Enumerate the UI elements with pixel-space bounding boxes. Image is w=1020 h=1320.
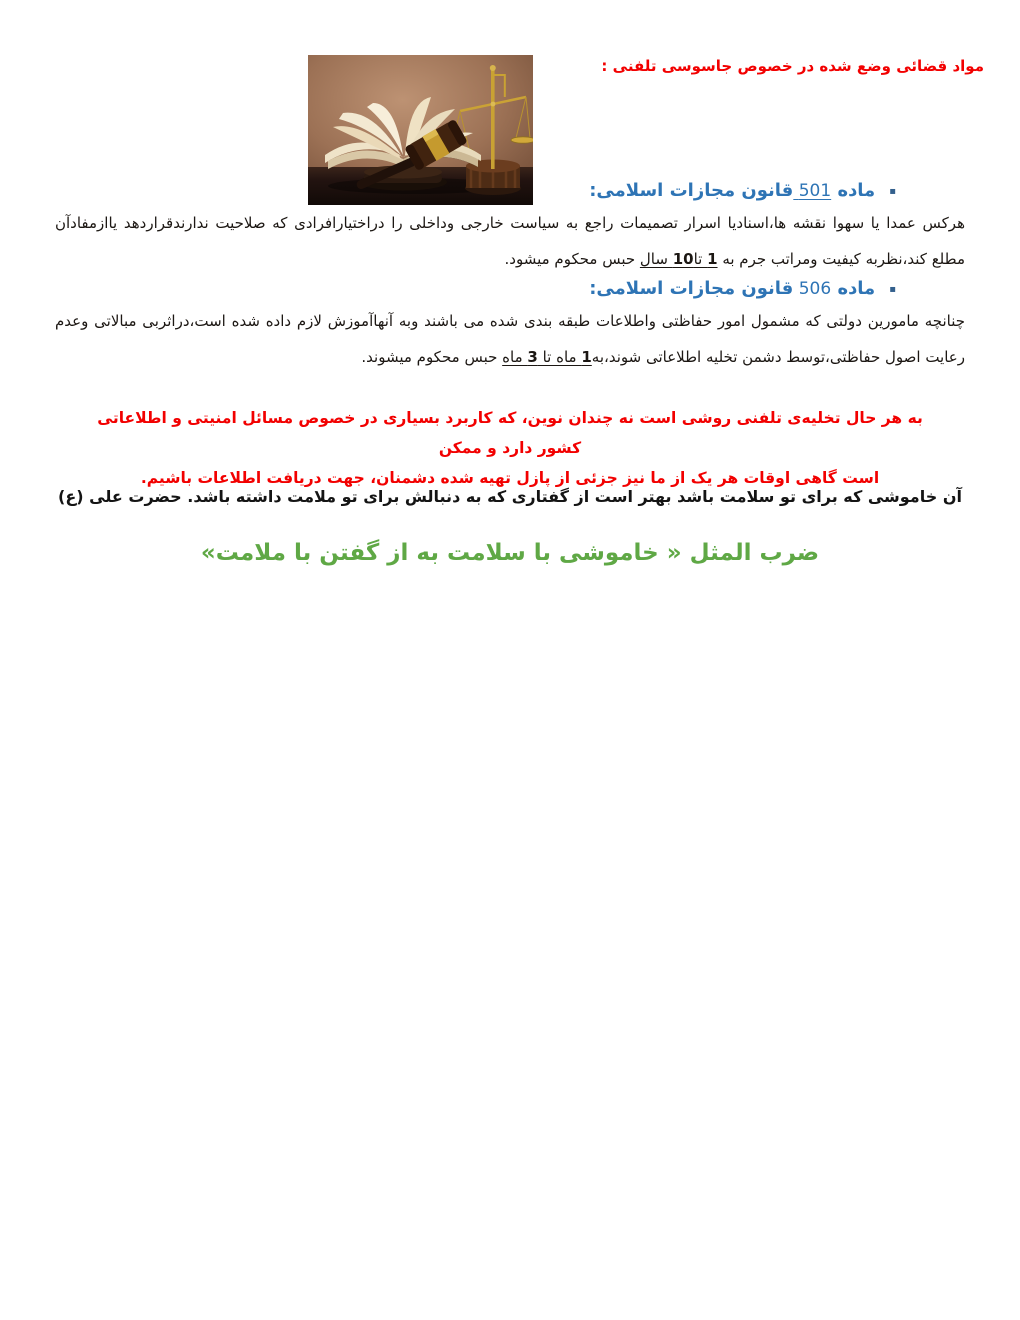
article-501-number: 501 xyxy=(793,181,832,201)
gavel-scales-image xyxy=(308,55,533,205)
article-506-line-1: چنانچه مامورین دولتی که مشمول امور حفاظتی واطلاعات طبقه بندی شده می باشند وبه آنهاآموزش لازم داده شده است،دراثربی مبالاتی وعدم xyxy=(55,312,965,330)
sentence-text: مطلع کند،نظربه کیفیت ومراتب جرم به xyxy=(717,250,965,268)
sentence-text: رعایت اصول حفاظتی،توسط دشمن تخلیه اطلاعاتی شوند،به xyxy=(591,348,965,366)
justice-photo xyxy=(308,55,533,205)
sentence-text: حبس محکوم میشود. xyxy=(504,250,640,268)
article-506-body xyxy=(55,303,965,375)
article-506-heading xyxy=(589,278,896,299)
article-501-body xyxy=(55,205,965,277)
term-number: 10 xyxy=(672,250,694,268)
article-501-label: ماده xyxy=(831,180,876,201)
article-506-heading-text xyxy=(589,278,875,299)
square-bullet-icon: ▪ xyxy=(889,185,896,197)
sentence-text: تا xyxy=(693,250,708,268)
security-note xyxy=(85,403,935,493)
imam-quote: آن خاموشی که برای تو سلامت باشد بهتر است از گفتاری که به دنبالش برای تو ملامت داشته باشد. حضرت علی (ع) xyxy=(58,487,962,506)
article-506-number: 506 xyxy=(793,279,832,299)
term-number: 1 xyxy=(581,348,592,366)
article-501-line-1: هرکس عمدا یا سهوا نقشه ها،اسنادیا اسرار تصمیمات راجع به سیاست خارجی وداخلی را دراختیارافرادی که صلاحیت ندارندقراردهد یاازمفادآن xyxy=(55,214,965,232)
security-note-line-2: است گاهی اوقات هر یک از ما نیز جزئی از پازل تهیه شده دشمنان، جهت دریافت اطلاعات باشیم. xyxy=(140,469,880,487)
article-501-heading-text xyxy=(589,180,875,201)
article-506-label: ماده xyxy=(831,278,876,299)
article-501-line-2 xyxy=(55,241,965,277)
sentence-text: ماه تا xyxy=(537,348,582,366)
square-bullet-icon: ▪ xyxy=(889,283,896,295)
article-506-label-rest: قانون مجازات اسلامی: xyxy=(589,278,794,299)
security-note-line-1: به هر حال تخلیه‌ی تلفنی روشی است نه چندان نوین، که کاربرد بسیاری در خصوص مسائل امنیتی و اطلاعاتی کشور دارد و ممکن xyxy=(97,409,923,457)
sentence-text: ماه xyxy=(502,348,528,366)
article-506-line-2 xyxy=(55,339,965,375)
article-501-label-rest: قانون مجازات اسلامی: xyxy=(589,180,794,201)
term-number: 1 xyxy=(707,250,718,268)
page-title: مواد قضائی وضع شده در خصوص جاسوسی تلفنی : xyxy=(601,57,984,75)
sentence-text: حبس محکوم میشوند. xyxy=(361,348,503,366)
proverb-line: ضرب المثل « خاموشی با سلامت به از گفتن با ملامت» xyxy=(200,540,820,566)
article-501-heading xyxy=(589,180,896,201)
sentence-text: سال xyxy=(639,250,673,268)
term-number: 3 xyxy=(527,348,538,366)
